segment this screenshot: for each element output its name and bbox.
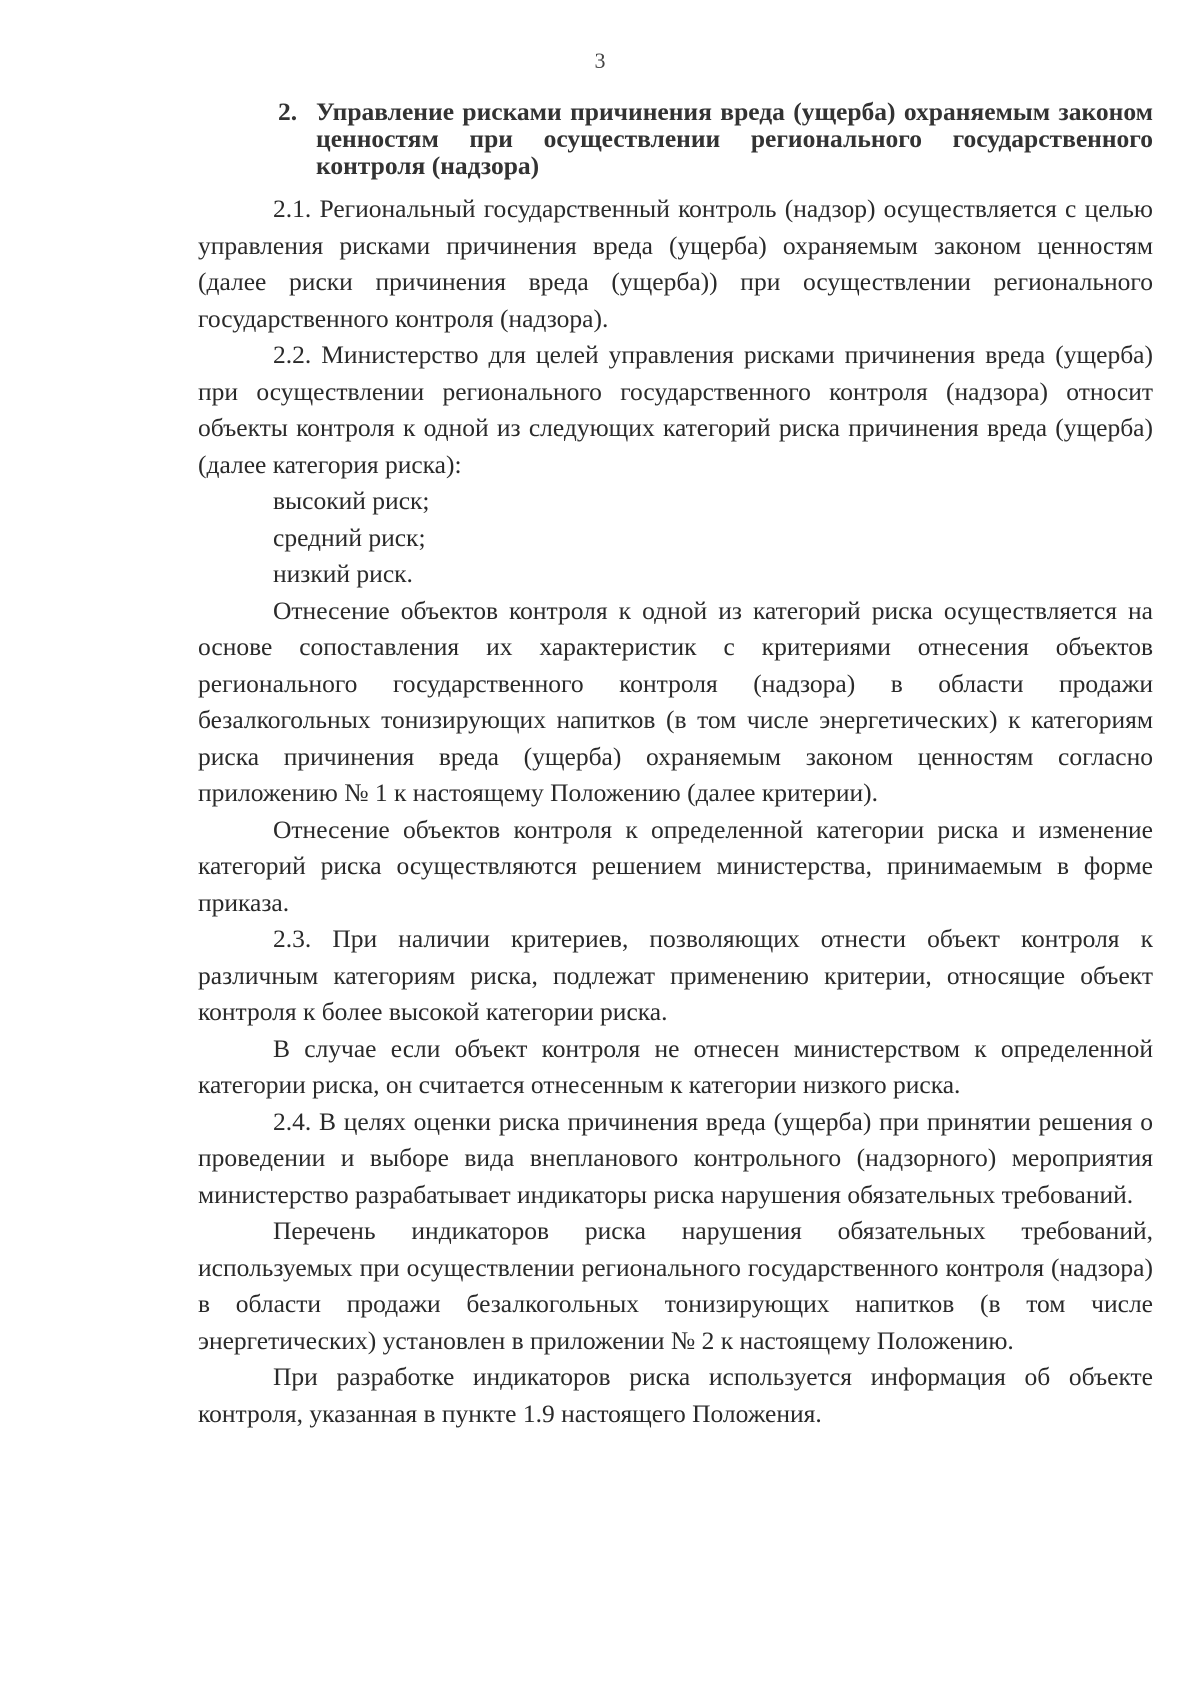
risk-category-low: низкий риск. — [273, 559, 413, 588]
risk-category-medium: средний риск; — [273, 522, 426, 552]
paragraph-2-1: 2.1. Региональный государственный контроль (надзор) осуществляется с целью управления рисками причинения вреда (ущерба) охраняемым законом ценностям (далее риски причинения вреда (ущерба)) при осуществлении регионального государственного контроля (надзора). — [198, 194, 1153, 333]
paragraph-2-3: 2.3. При наличии критериев, позволяющих отнести объект контроля к различным категориям риска, подлежат применению критерии, относящие объект контроля к более высокой категории риска. — [198, 924, 1153, 1026]
section-number: 2. — [278, 97, 298, 126]
paragraph-2-2: 2.2. Министерство для целей управления рисками причинения вреда (ущерба) при осуществлении регионального государственного контроля (надзора) относит объекты контроля к одной из следующих категорий риска причинения вреда (ущерба) (далее категория риска): — [198, 340, 1153, 479]
section-heading — [278, 98, 1153, 179]
paragraph-assignment: Отнесение объектов контроля к одной из категорий риска осуществляется на основе сопоставления их характеристик с критериями отнесения объектов регионального государственного контроля (надзора) в области продажи безалкогольных тонизирующих напитков (в том числе энергетических) к категориям риска причинения вреда (ущерба) охраняемым законом ценностям согласно приложению № 1 к настоящему Положению (далее критерии). — [198, 595, 1153, 807]
paragraph-2-4: 2.4. В целях оценки риска причинения вреда (ущерба) при принятии решения о проведении и выборе вида внепланового контрольного (надзорного) мероприятия министерство разрабатывает индикаторы риска нарушения обязательных требований. — [198, 1106, 1153, 1209]
section-title: Управление рисками причинения вреда (ущерба) охраняемым законом ценностям при осуществлении регионального государственного контроля (надзора) — [316, 97, 1153, 180]
paragraph-default-category: В случае если объект контроля не отнесен министерством к определенной категории риска, он считается отнесенным к категории низкого риска. — [198, 1033, 1153, 1099]
paragraph-indicator-list: Перечень индикаторов риска нарушения обязательных требований, используемых при осуществлении регионального государственного контроля (надзора) в области продажи безалкогольных тонизирующих напитков (в том числе энергетических) установлен в приложении № 2 к настоящему Положению. — [198, 1216, 1153, 1355]
document-body — [198, 98, 1153, 1432]
paragraph-indicator-info: При разработке индикаторов риска используется информация об объекте контроля, указанная в пункте 1.9 настоящего Положения. — [198, 1362, 1153, 1428]
paragraph-decision: Отнесение объектов контроля к определенной категории риска и изменение категорий риска осуществляются решением министерства, принимаемым в форме приказа. — [198, 814, 1153, 917]
page-number: 3 — [594, 48, 606, 73]
risk-category-high: высокий риск; — [273, 486, 430, 515]
